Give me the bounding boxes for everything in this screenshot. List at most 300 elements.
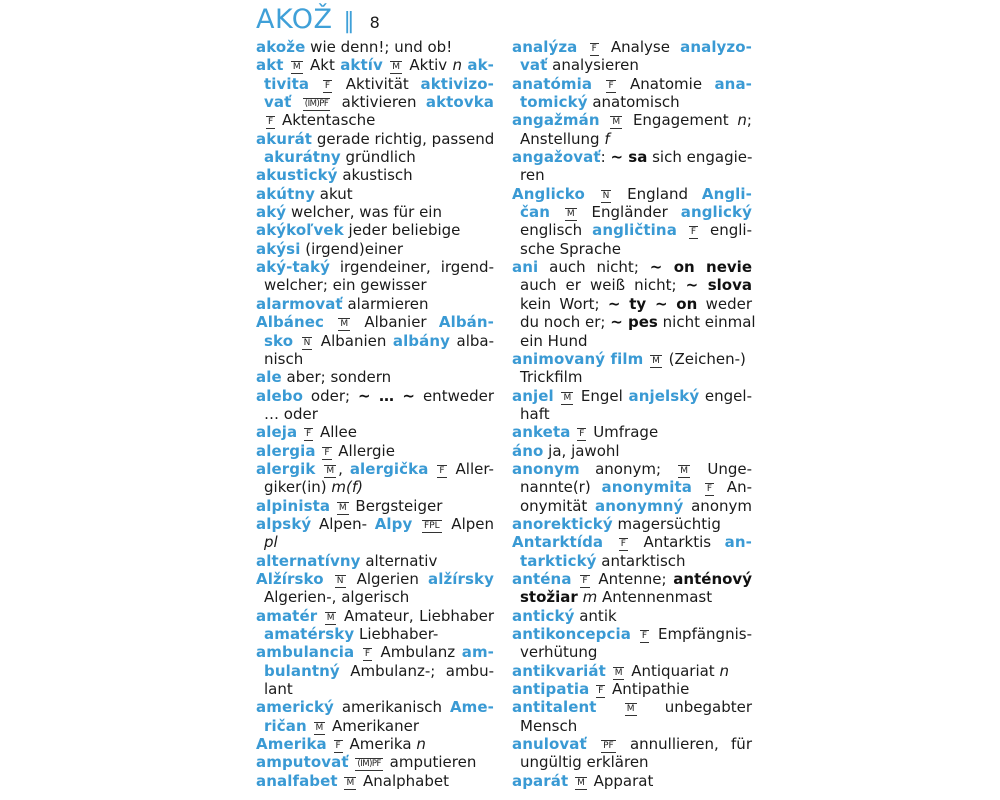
definition-text: auch nicht; — [538, 258, 650, 277]
definition-text — [550, 203, 563, 221]
entry-line — [512, 295, 752, 313]
entry-line — [256, 350, 494, 368]
phrase-bold: ~ slova — [685, 276, 752, 295]
headword: angličtina — [592, 221, 677, 240]
headword: bulantný — [264, 661, 340, 680]
entry-line — [512, 588, 752, 606]
definition-text — [307, 717, 312, 735]
definition-text — [603, 533, 617, 551]
entry-line — [256, 38, 494, 56]
definition-text: Alpen — [443, 514, 494, 533]
definition-text: gerade richtig, passend — [312, 129, 495, 148]
entry-line — [256, 735, 494, 753]
gender-tag: M — [612, 117, 621, 128]
gender-tag: F — [439, 465, 445, 476]
definition-text: Albanier — [352, 313, 439, 332]
definition-text — [600, 111, 609, 129]
gender-tag: M — [292, 62, 301, 73]
definition-text: Algerien — [347, 569, 428, 588]
definition-text: ren — [520, 166, 545, 185]
definition-text: haft — [520, 404, 550, 423]
definition-text: wie denn!; und ob! — [305, 38, 453, 56]
entry-line — [256, 332, 494, 350]
headword: akurátny — [264, 148, 341, 167]
entry-line — [256, 56, 494, 74]
definition-text: … oder — [264, 404, 318, 423]
headword: akurát — [256, 129, 313, 148]
gender-tag: F — [579, 429, 585, 440]
definition-text: Akt — [304, 56, 341, 75]
entry-line — [512, 753, 752, 771]
definition-text: auch er weiß nicht; — [520, 276, 686, 295]
headword: vať — [520, 56, 548, 75]
gender-tag: N — [602, 190, 610, 201]
definition-text: welcher, was für ein — [286, 203, 442, 222]
definition-text: du noch er; — [520, 313, 611, 332]
headword: antipatia — [512, 680, 590, 699]
entry-line — [256, 772, 494, 790]
gender-tag: PF — [603, 741, 614, 752]
entry-line — [512, 93, 752, 111]
entry-line — [512, 38, 752, 56]
definition-text: englisch — [520, 221, 593, 240]
definition-text: Allergie — [333, 441, 395, 460]
entry-line — [256, 148, 494, 166]
phrase-bold: ~ … ~ — [358, 386, 415, 405]
entry-line — [512, 735, 752, 753]
grammar-italic: m — [582, 588, 598, 607]
definition-text: Aktiv — [403, 56, 453, 75]
definition-text — [589, 680, 594, 698]
gender-tag: M — [626, 704, 635, 715]
definition-text: ; — [746, 111, 752, 130]
headword: alergia — [256, 441, 316, 460]
entry-line — [256, 313, 494, 331]
definition-text: anatomisch — [587, 93, 680, 112]
definition-text: sich engagie- — [647, 148, 753, 167]
entry-line — [512, 166, 752, 184]
definition-text: akustisch — [337, 166, 413, 185]
phrase-bold: ~ pes — [610, 313, 658, 332]
definition-text: antik — [574, 606, 617, 625]
headword: akustický — [256, 166, 338, 185]
headword: analfabet — [256, 771, 338, 790]
definition-text — [428, 460, 435, 478]
entry-line — [256, 515, 494, 533]
definition-text: (irgend)einer — [300, 239, 404, 258]
definition-text: , — [338, 459, 350, 478]
entry-line — [512, 442, 752, 460]
headword: akože — [256, 38, 306, 56]
definition-text: Ambulanz-; ambu- — [339, 661, 494, 680]
entry-line — [512, 130, 752, 148]
gender-tag: M — [338, 502, 347, 513]
definition-text: Anatomie — [617, 74, 715, 93]
definition-text: Ambulanz — [374, 643, 462, 662]
headword: anonymný — [594, 496, 684, 515]
definition-text: ungültig erklären — [520, 753, 649, 772]
definition-text — [316, 442, 321, 460]
definition-text — [606, 662, 611, 680]
headword: alžírsky — [427, 569, 494, 588]
definition-text: weder — [697, 294, 752, 313]
gender-tag: F — [690, 227, 697, 238]
entry-line — [512, 460, 752, 478]
definition-text: Albanien — [314, 331, 393, 350]
grammar-italic: n — [737, 111, 747, 130]
entry-line — [256, 588, 494, 606]
grammar-italic: n — [719, 661, 729, 680]
entry-line — [512, 258, 752, 276]
definition-text: Aktentasche — [277, 111, 376, 130]
gender-tag: F — [598, 686, 604, 697]
definition-text — [677, 221, 687, 239]
gender-tag: M — [566, 209, 575, 220]
entry-line — [512, 423, 752, 441]
definition-text: engel- — [699, 386, 752, 405]
definition-text: Antenne; — [591, 569, 674, 588]
gender-tag: F — [324, 80, 331, 91]
definition-text: magersüchtig — [612, 514, 721, 533]
definition-text: Antarktis — [629, 533, 725, 552]
headword: tivita — [264, 74, 310, 93]
definition-text — [568, 772, 573, 790]
headword: aleja — [256, 423, 298, 442]
definition-text: amerikanisch — [333, 698, 450, 717]
definition-text: Liebhaber- — [354, 625, 439, 643]
entry-line — [256, 753, 494, 771]
definition-text: amputieren — [384, 753, 477, 772]
headword: tomický — [520, 93, 588, 112]
entry-line — [512, 75, 752, 93]
definition-text — [643, 350, 648, 368]
headword: anatómia — [512, 74, 593, 93]
definition-text — [577, 38, 587, 56]
definition-text: Unge- — [692, 459, 752, 478]
aspect-tag: (IM)PF — [357, 759, 381, 770]
headword: áno — [512, 441, 544, 460]
definition-text — [349, 753, 354, 771]
headword: anulovať — [512, 735, 587, 754]
headword: ale — [256, 368, 282, 387]
headword: am- — [461, 643, 494, 662]
definition-text — [324, 570, 333, 588]
running-head-separator: ‖ — [343, 9, 355, 34]
definition-text — [354, 643, 361, 661]
definition-text — [554, 387, 560, 405]
entry-line — [256, 295, 494, 313]
phrase-bold: stožiar — [520, 588, 578, 607]
gender-tag: M — [315, 722, 324, 733]
headword: antikvariát — [512, 661, 606, 680]
headword: anjelský — [628, 386, 700, 405]
headword: alpinista — [256, 496, 331, 515]
definition-text: Engländer — [578, 203, 681, 222]
definition-text — [631, 625, 638, 643]
entry-line — [256, 130, 494, 148]
entry-line — [512, 111, 752, 129]
definition-text: irgendeiner, irgend- — [329, 258, 494, 277]
headword: anglický — [680, 203, 752, 222]
headword: aktív — [340, 56, 383, 75]
phrase-bold: ~ on nevie — [649, 258, 752, 277]
headword: Antarktída — [512, 533, 604, 552]
gender-tag: M — [326, 465, 335, 476]
headword: alpský — [256, 514, 312, 533]
entry-line — [512, 662, 752, 680]
headword: aký-taký — [256, 258, 330, 277]
headword: ani — [512, 258, 539, 277]
definition-text: Amateur, Liebhaber — [338, 606, 494, 625]
grammar-italic: pl — [264, 533, 278, 552]
headword: alergička — [349, 459, 429, 478]
definition-text — [297, 423, 302, 441]
entry-line — [256, 478, 494, 496]
definition-text: welcher; ein gewisser — [264, 276, 427, 295]
definition-text: akut — [315, 184, 353, 203]
definition-text — [587, 735, 599, 753]
entry-line — [256, 185, 494, 203]
definition-text: ein Hund — [520, 331, 588, 350]
headword: ana- — [714, 74, 752, 93]
grammar-italic: n — [416, 735, 426, 754]
gender-tag: M — [326, 612, 335, 623]
headword: alternatívny — [256, 551, 361, 570]
gender-tag: F — [620, 539, 626, 550]
entry-line — [256, 221, 494, 239]
headword: angažmán — [512, 111, 600, 130]
headword: angažovať — [512, 148, 601, 167]
entry-line — [256, 552, 494, 570]
gender-tag: M — [614, 667, 623, 678]
grammar-italic: f — [604, 129, 610, 148]
definition-text — [572, 570, 579, 588]
definition-text: engli- — [700, 221, 752, 240]
definition-text — [338, 772, 343, 790]
gender-tag: F — [305, 429, 312, 440]
definition-text: Alpen- — [311, 514, 375, 533]
definition-text: Apparat — [588, 771, 654, 790]
definition-text: annullieren, für — [617, 735, 752, 754]
definition-text: aber; sondern — [281, 368, 392, 387]
headword: antitalent — [512, 698, 597, 717]
headword: vať — [264, 93, 292, 112]
headword: an- — [724, 533, 752, 552]
headword: tarktický — [520, 551, 597, 570]
entry-line — [512, 643, 752, 661]
definition-text: verhütung — [520, 643, 598, 662]
definition-text: Algerien-, algerisch — [264, 588, 410, 607]
definition-text: Amerika — [344, 735, 417, 754]
definition-text: giker(in) — [264, 478, 332, 497]
entry-line — [256, 258, 494, 276]
gender-tag: F — [335, 741, 341, 752]
definition-text — [309, 75, 321, 93]
entry-line — [256, 442, 494, 460]
entry-line — [512, 368, 752, 386]
definition-text: Bergsteiger — [350, 496, 443, 515]
entry-line — [512, 148, 752, 166]
entry-line — [256, 276, 494, 294]
entry-line — [512, 56, 752, 74]
definition-text — [597, 698, 623, 716]
definition-text: Amerikaner — [327, 716, 420, 735]
page-number: 8 — [369, 13, 380, 32]
gender-tag: N — [303, 337, 311, 348]
definition-text: alarmieren — [342, 294, 429, 313]
definition-text — [592, 75, 604, 93]
entry-line — [256, 75, 494, 93]
definition-text: antarktisch — [596, 551, 686, 570]
headword: amatérsky — [264, 625, 355, 643]
entry-line — [512, 497, 752, 515]
definition-text: nisch — [264, 349, 304, 368]
entry-line — [256, 643, 494, 661]
gender-tag: M — [340, 319, 349, 330]
definition-text: : — [600, 148, 611, 167]
definition-text — [692, 478, 703, 496]
headword: albány — [392, 331, 451, 350]
gender-tag: M — [392, 62, 400, 73]
definition-text: Mensch — [520, 716, 578, 735]
phrase-bold: ~ sa — [610, 148, 648, 167]
entry-line — [512, 698, 752, 716]
entry-line — [512, 570, 752, 588]
gender-tag: M — [346, 777, 355, 788]
page-header — [256, 4, 380, 38]
entry-line — [512, 240, 752, 258]
entry-line — [256, 405, 494, 423]
headword: sko — [264, 331, 294, 350]
entry-line — [512, 350, 752, 368]
headword: analýza — [512, 38, 578, 56]
entry-line — [512, 607, 752, 625]
entry-line — [512, 313, 756, 332]
definition-text — [412, 515, 420, 533]
entry-line — [512, 625, 752, 643]
entry-line — [512, 203, 752, 221]
definition-text — [324, 313, 336, 331]
definition-text: Umfrage — [588, 423, 659, 442]
definition-text: Aller- — [448, 459, 494, 478]
entry-line — [512, 533, 752, 551]
definition-text: Antipathie — [607, 680, 690, 699]
definition-text: kein Wort; — [520, 294, 608, 313]
gender-tag: F — [364, 649, 370, 660]
headword: akt — [256, 56, 284, 75]
headword: alebo — [256, 386, 303, 405]
definition-text: Antiquariat — [626, 661, 720, 680]
entry-line — [512, 387, 752, 405]
gender-tag: M — [577, 777, 585, 788]
definition-text: (Zeichen-) — [663, 349, 746, 368]
headword: anjel — [512, 386, 554, 405]
definition-text: Engel — [575, 386, 629, 405]
definition-text: An- — [716, 478, 752, 497]
definition-text: England — [613, 184, 702, 203]
gender-tag: M — [680, 465, 689, 476]
entry-line — [256, 93, 494, 111]
entry-line — [256, 423, 494, 441]
definition-text — [284, 56, 289, 74]
aspect-tag: (IM)PF — [304, 99, 329, 110]
entry-line — [512, 478, 752, 496]
gender-tag: F — [324, 447, 330, 458]
running-head-title: AKOŽ — [256, 4, 333, 35]
headword: Alpy — [374, 514, 413, 533]
definition-text — [585, 185, 599, 203]
entry-line — [256, 680, 494, 698]
definition-text: oder; — [302, 386, 359, 405]
headword: antikoncepcia — [512, 625, 631, 643]
entry-line — [512, 332, 752, 350]
entry-line — [256, 698, 494, 716]
entry-line — [256, 625, 494, 643]
definition-text: onymität — [520, 496, 595, 515]
entry-line — [256, 240, 494, 258]
headword: animovaný film — [512, 349, 644, 368]
headword: amatér — [256, 606, 318, 625]
gender-tag: FPL — [424, 520, 440, 531]
headword: akútny — [256, 184, 316, 203]
definition-text: entweder — [415, 386, 494, 405]
entry-line — [512, 405, 752, 423]
headword: ak- — [467, 56, 494, 75]
headword: Anglicko — [512, 184, 585, 203]
headword: Albán- — [438, 313, 494, 332]
definition-text: Engagement — [624, 111, 738, 130]
definition-text: Empfängnis- — [651, 625, 752, 643]
headword: anorektický — [512, 514, 613, 533]
entry-line — [256, 387, 494, 405]
definition-text: anonym — [683, 496, 752, 515]
definition-text — [317, 607, 323, 625]
definition-text — [315, 460, 322, 478]
phrase-bold: ~ ty ~ on — [607, 294, 698, 313]
definition-text — [291, 93, 300, 111]
definition-text: nannte(r) — [520, 478, 602, 497]
headword: Amerika — [256, 735, 327, 754]
entry-line — [512, 276, 752, 294]
gender-tag: N — [336, 575, 344, 586]
headword: amputovať — [256, 753, 349, 772]
grammar-italic: n — [452, 56, 463, 75]
headword: aký — [256, 203, 287, 222]
definition-text — [293, 332, 299, 350]
definition-text: aktivieren — [332, 93, 426, 112]
entry-line — [512, 515, 752, 533]
definition-text: anonym; — [579, 459, 677, 478]
definition-text: jeder beliebige — [343, 221, 461, 240]
definition-text: gründlich — [340, 148, 416, 167]
phrase-bold: anténový — [673, 569, 752, 588]
definition-text — [570, 423, 575, 441]
entry-line — [512, 552, 752, 570]
definition-text — [383, 56, 388, 74]
headword: Angli- — [701, 184, 752, 203]
entry-line — [256, 166, 494, 184]
headword: anonym — [512, 459, 580, 478]
entry-line — [256, 203, 494, 221]
entry-line — [256, 662, 494, 680]
definition-text — [330, 497, 335, 515]
grammar-italic: m(f) — [331, 478, 363, 497]
entry-line — [256, 570, 494, 588]
entry-line — [256, 497, 494, 515]
left-column — [256, 38, 494, 790]
definition-text: Allee — [315, 423, 357, 442]
headword: akýsi — [256, 239, 301, 258]
